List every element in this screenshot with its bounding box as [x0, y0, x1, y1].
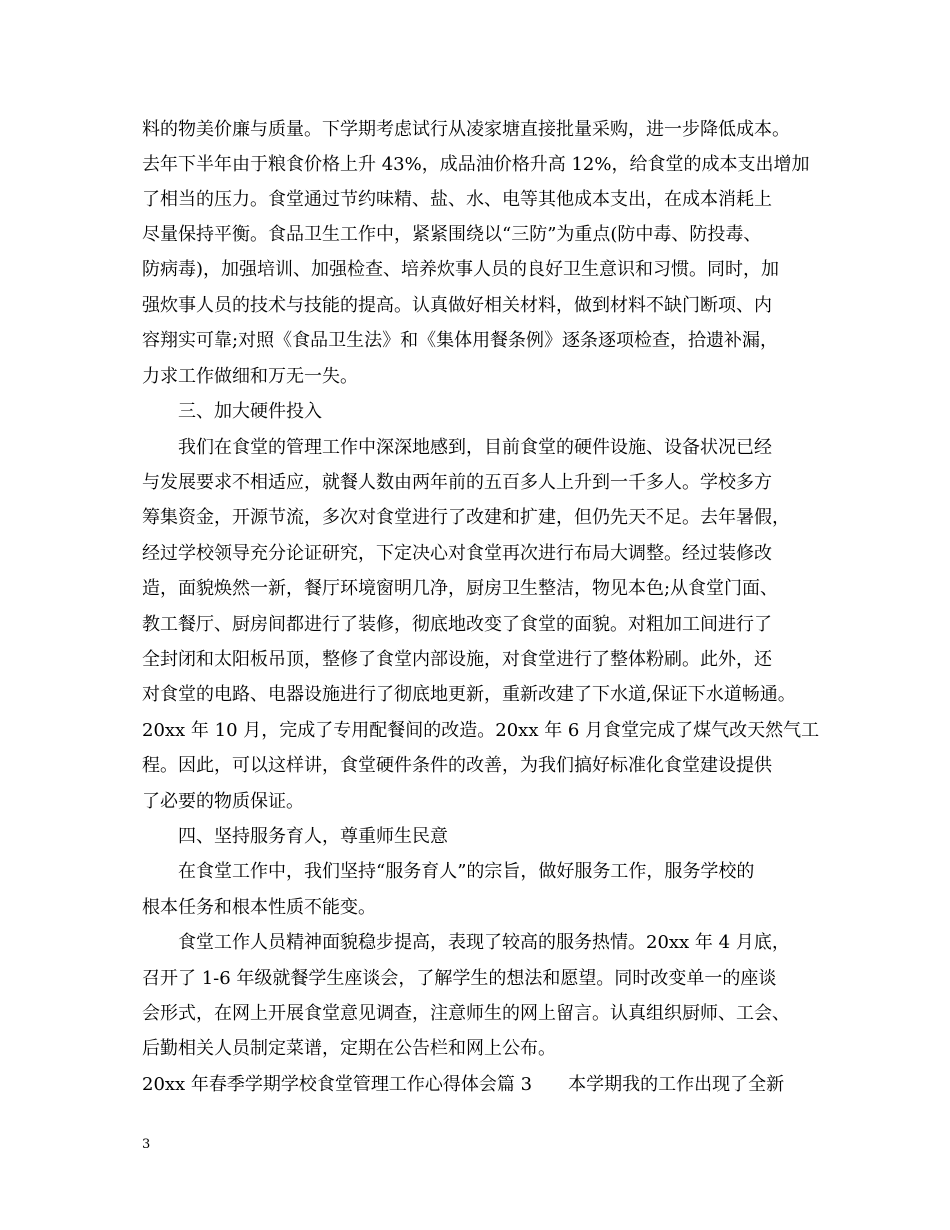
text-line: 会形式，在网上开展食堂意见调查，注意师生的网上留言。认真组织厨师、工会、 [142, 1003, 790, 1024]
text-line: 根本任务和根本性质不能变。 [142, 897, 376, 918]
text-line: 全封闭和太阳板吊顶，整修了食堂内部设施，对食堂进行了整体粉刷。此外，还 [142, 649, 772, 670]
text-line: 防病毒)，加强培训、加强检查、培养炊事人员的良好卫生意识和习惯。同时，加 [142, 259, 780, 280]
text-line: 与发展要求不相适应，就餐人数由两年前的五百多人上升到一千多人。学校多方 [142, 472, 772, 493]
text-line: 造，面貌焕然一新，餐厅环境窗明几净，厨房卫生整洁，物见本色;从食堂门面、 [142, 578, 779, 599]
text-line: 20xx 年 10 月，完成了专用配餐间的改造。20xx 年 6 月食堂完成了煤气改天然气工 [142, 720, 820, 741]
text-line: 强炊事人员的技术与技能的提高。认真做好相关材料，做到材料不缺门断项、内 [142, 295, 772, 316]
text-line: 20xx 年春季学期学校食堂管理工作心得体会篇 3 本学期我的工作出现了全新 [142, 1074, 785, 1095]
text-line: 容翔实可靠;对照《食品卫生法》和《集体用餐条例》逐条逐项检查，拾遗补漏， [142, 330, 779, 351]
text-line: 对食堂的电路、电器设施进行了彻底地更新，重新改建了下水道,保证下水道畅通。 [142, 684, 796, 705]
text-line: 教工餐厅、厨房间都进行了装修，彻底地改变了食堂的面貌。对粗加工间进行了 [142, 614, 772, 635]
page-number: 3 [142, 1137, 151, 1152]
text-line: 我们在食堂的管理工作中深深地感到，目前食堂的硬件设施、设备状况已经 [178, 437, 772, 458]
section-heading: 四、坚持服务育人，尊重师生民意 [178, 826, 448, 847]
text-line: 召开了 1-6 年级就餐学生座谈会，了解学生的想法和愿望。同时改变单一的座谈 [142, 968, 777, 989]
text-line: 后勤相关人员制定菜谱，定期在公告栏和网上公布。 [142, 1038, 556, 1059]
text-line: 食堂工作人员精神面貌稳步提高，表现了较高的服务热情。20xx 年 4 月底， [178, 932, 790, 953]
text-line: 经过学校领导充分论证研究，下定决心对食堂再次进行布局大调整。经过装修改 [142, 543, 772, 564]
text-line: 筹集资金，开源节流，多次对食堂进行了改建和扩建，但仍先天不足。去年暑假， [142, 507, 790, 528]
text-line: 了相当的压力。食堂通过节约味精、盐、水、电等其他成本支出，在成本消耗上 [142, 189, 772, 210]
text-line: 了必要的物质保证。 [142, 791, 304, 812]
text-line: 在食堂工作中，我们坚持“服务育人”的宗旨，做好服务工作，服务学校的 [178, 861, 755, 882]
text-line: 力求工作做细和万无一失。 [142, 366, 358, 387]
section-heading: 三、加大硬件投入 [178, 401, 322, 422]
text-line: 料的物美价廉与质量。下学期考虑试行从凌家塘直接批量采购，进一步降低成本。 [142, 119, 790, 140]
text-line: 尽量保持平衡。食品卫生工作中，紧紧围绕以“三防”为重点(防中毒、防投毒、 [142, 224, 762, 245]
text-line: 程。因此，可以这样讲，食堂硬件条件的改善，为我们搞好标准化食堂建设提供 [142, 755, 772, 776]
text-line: 去年下半年由于粮食价格上升 43%，成品油价格升高 12%，给食堂的成本支出增加 [142, 154, 810, 175]
